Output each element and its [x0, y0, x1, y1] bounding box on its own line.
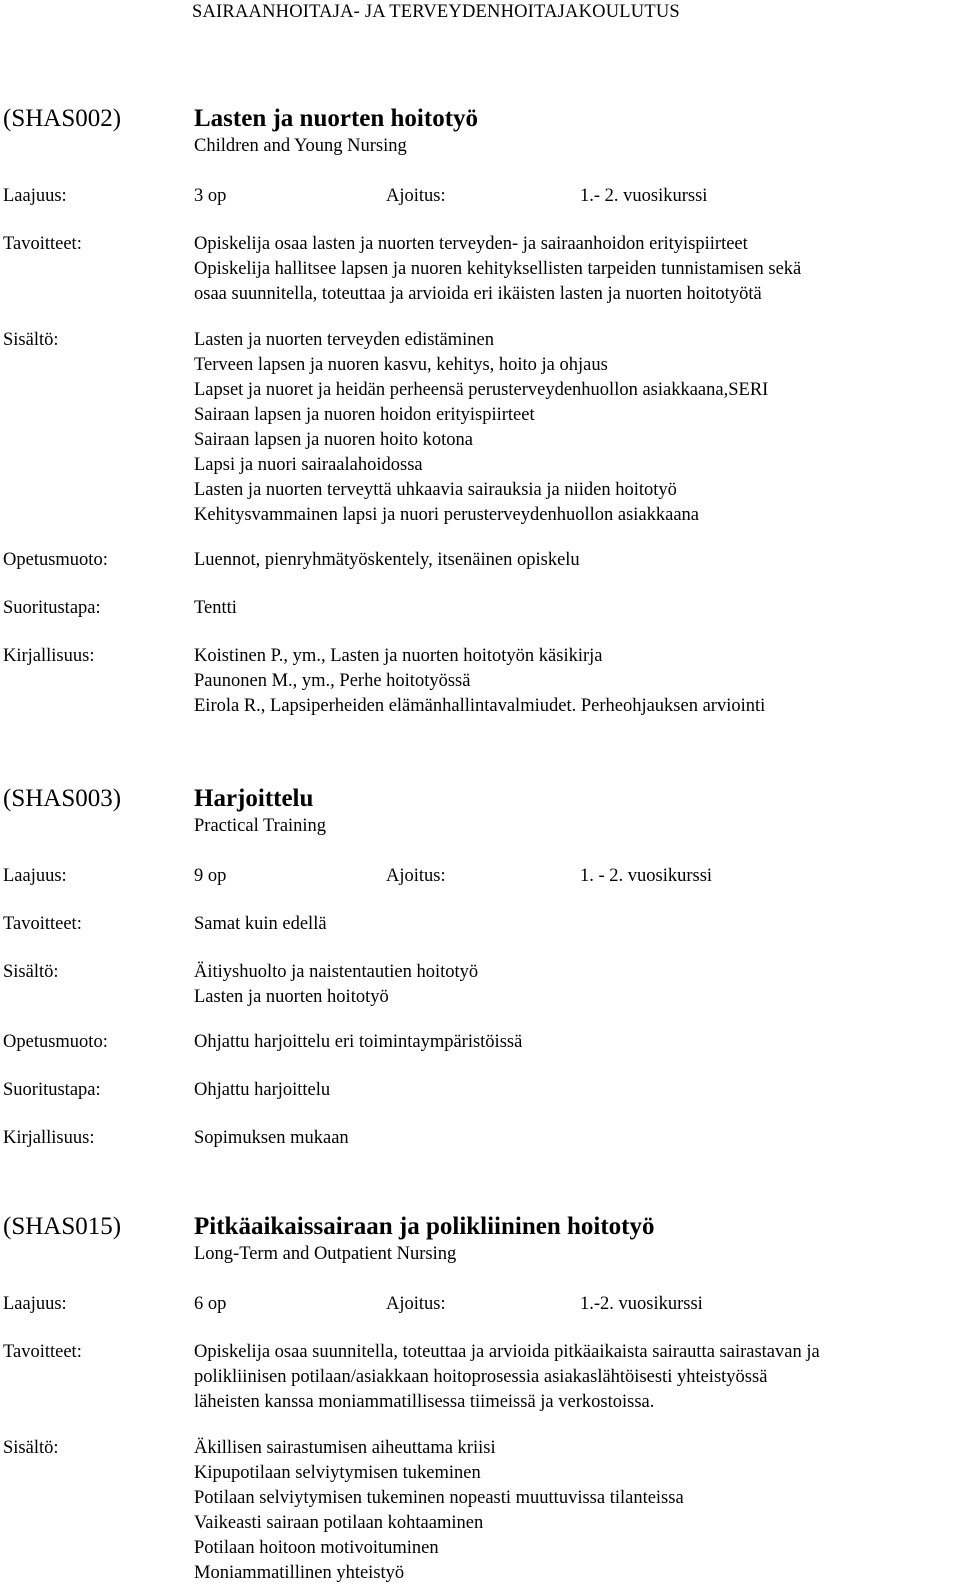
course-code: (SHAS015) — [3, 1213, 122, 1240]
kirjallisuus-value — [194, 644, 765, 719]
text-line: Sopimuksen mukaan — [194, 1128, 349, 1148]
laajuus-label: Laajuus: — [3, 186, 67, 206]
kirjallisuus-label: Kirjallisuus: — [3, 1128, 95, 1148]
text-line: Kipupotilaan selviytymisen tukeminen — [194, 1463, 481, 1483]
ajoitus-label: Ajoitus: — [386, 186, 446, 206]
text-line: Moniammatillinen yhteistyö — [194, 1563, 405, 1583]
course-subtitle: Children and Young Nursing — [194, 136, 407, 156]
text-line: Potilaan selviytymisen tukeminen nopeasti muuttuvissa tilanteissa — [194, 1488, 684, 1508]
sisalto-value — [194, 328, 768, 528]
text-line: Opiskelija hallitsee lapsen ja nuoren kehityksellisten tarpeiden tunnistamisen sekä — [194, 259, 802, 279]
tavoitteet-label: Tavoitteet: — [3, 234, 82, 254]
suoritustapa-value: Ohjattu harjoittelu — [194, 1080, 331, 1100]
text-line: Opiskelija osaa lasten ja nuorten terveyden- ja sairaanhoidon erityispiirteet — [194, 234, 748, 254]
text-line: Vaikeasti sairaan potilaan kohtaaminen — [194, 1513, 484, 1533]
sisalto-value — [194, 1436, 684, 1586]
opetusmuoto-label: Opetusmuoto: — [3, 550, 108, 570]
text-line: Sairaan lapsen ja nuoren hoidon erityispiirteet — [194, 405, 535, 425]
suoritustapa-value: Tentti — [194, 598, 237, 618]
text-line: Koistinen P., ym., Lasten ja nuorten hoitotyön käsikirja — [194, 646, 603, 666]
course-title: Pitkäaikaissairaan ja polikliininen hoitotyö — [194, 1213, 655, 1240]
ajoitus-value: 1.- 2. vuosikurssi — [580, 186, 708, 206]
text-line: Samat kuin edellä — [194, 914, 327, 934]
laajuus-label: Laajuus: — [3, 1294, 67, 1314]
tavoitteet-label: Tavoitteet: — [3, 914, 82, 934]
suoritustapa-label: Suoritustapa: — [3, 598, 101, 618]
sisalto-label: Sisältö: — [3, 962, 59, 982]
text-line: Lapsi ja nuori sairaalahoidossa — [194, 455, 423, 475]
text-line: Lasten ja nuorten hoitotyö — [194, 987, 389, 1007]
text-line: Kehitysvammainen lapsi ja nuori perusterveydenhuollon asiakkaana — [194, 505, 700, 525]
text-line: Sairaan lapsen ja nuoren hoito kotona — [194, 430, 473, 450]
laajuus-label: Laajuus: — [3, 866, 67, 886]
document-header: SAIRAANHOITAJA- JA TERVEYDENHOITAJAKOULUTUS — [192, 2, 680, 22]
opetusmuoto-value: Ohjattu harjoittelu eri toimintaympäristöissä — [194, 1032, 523, 1052]
tavoitteet-value — [194, 232, 801, 307]
course-subtitle: Long-Term and Outpatient Nursing — [194, 1244, 457, 1264]
course-code: (SHAS003) — [3, 785, 122, 812]
course-subtitle: Practical Training — [194, 816, 327, 836]
text-line: Eirola R., Lapsiperheiden elämänhallintavalmiudet. Perheohjauksen arviointi — [194, 696, 766, 716]
tavoitteet-value — [194, 1340, 820, 1415]
opetusmuoto-value: Luennot, pienryhmätyöskentely, itsenäinen opiskelu — [194, 550, 580, 570]
text-line: osaa suunnitella, toteuttaa ja arvioida eri ikäisten lasten ja nuorten hoitotyötä — [194, 284, 762, 304]
sisalto-label: Sisältö: — [3, 1438, 59, 1458]
text-line: Äitiyshuolto ja naistentautien hoitotyö — [194, 962, 479, 982]
text-line: polikliinisen potilaan/asiakkaan hoitoprosessia asiakaslähtöisesti yhteistyössä — [194, 1367, 768, 1387]
opetusmuoto-label: Opetusmuoto: — [3, 1032, 108, 1052]
laajuus-value: 9 op — [194, 866, 227, 886]
tavoitteet-value — [194, 912, 327, 937]
suoritustapa-label: Suoritustapa: — [3, 1080, 101, 1100]
text-line: Lasten ja nuorten terveyttä uhkaavia sairauksia ja niiden hoitotyö — [194, 480, 677, 500]
text-line: Paunonen M., ym., Perhe hoitotyössä — [194, 671, 471, 691]
kirjallisuus-label: Kirjallisuus: — [3, 646, 95, 666]
kirjallisuus-value — [194, 1126, 349, 1151]
sisalto-label: Sisältö: — [3, 330, 59, 350]
text-line: Lasten ja nuorten terveyden edistäminen — [194, 330, 495, 350]
course-title: Lasten ja nuorten hoitotyö — [194, 105, 479, 132]
text-line: Lapset ja nuoret ja heidän perheensä perusterveydenhuollon asiakkaana,SERI — [194, 380, 769, 400]
text-line: Opiskelija osaa suunnitella, toteuttaa ja arvioida pitkäaikaista sairautta sairastavan ja — [194, 1342, 820, 1362]
ajoitus-value: 1. - 2. vuosikurssi — [580, 866, 713, 886]
ajoitus-value: 1.-2. vuosikurssi — [580, 1294, 703, 1314]
text-line: läheisten kanssa moniammatillisessa tiimeissä ja verkostoissa. — [194, 1392, 655, 1412]
ajoitus-label: Ajoitus: — [386, 866, 446, 886]
laajuus-value: 3 op — [194, 186, 227, 206]
course-code: (SHAS002) — [3, 105, 122, 132]
text-line: Terveen lapsen ja nuoren kasvu, kehitys, hoito ja ohjaus — [194, 355, 608, 375]
laajuus-value: 6 op — [194, 1294, 227, 1314]
text-line: Äkillisen sairastumisen aiheuttama kriisi — [194, 1438, 496, 1458]
tavoitteet-label: Tavoitteet: — [3, 1342, 82, 1362]
text-line: Potilaan hoitoon motivoituminen — [194, 1538, 439, 1558]
ajoitus-label: Ajoitus: — [386, 1294, 446, 1314]
course-title: Harjoittelu — [194, 785, 314, 812]
sisalto-value — [194, 960, 478, 1010]
